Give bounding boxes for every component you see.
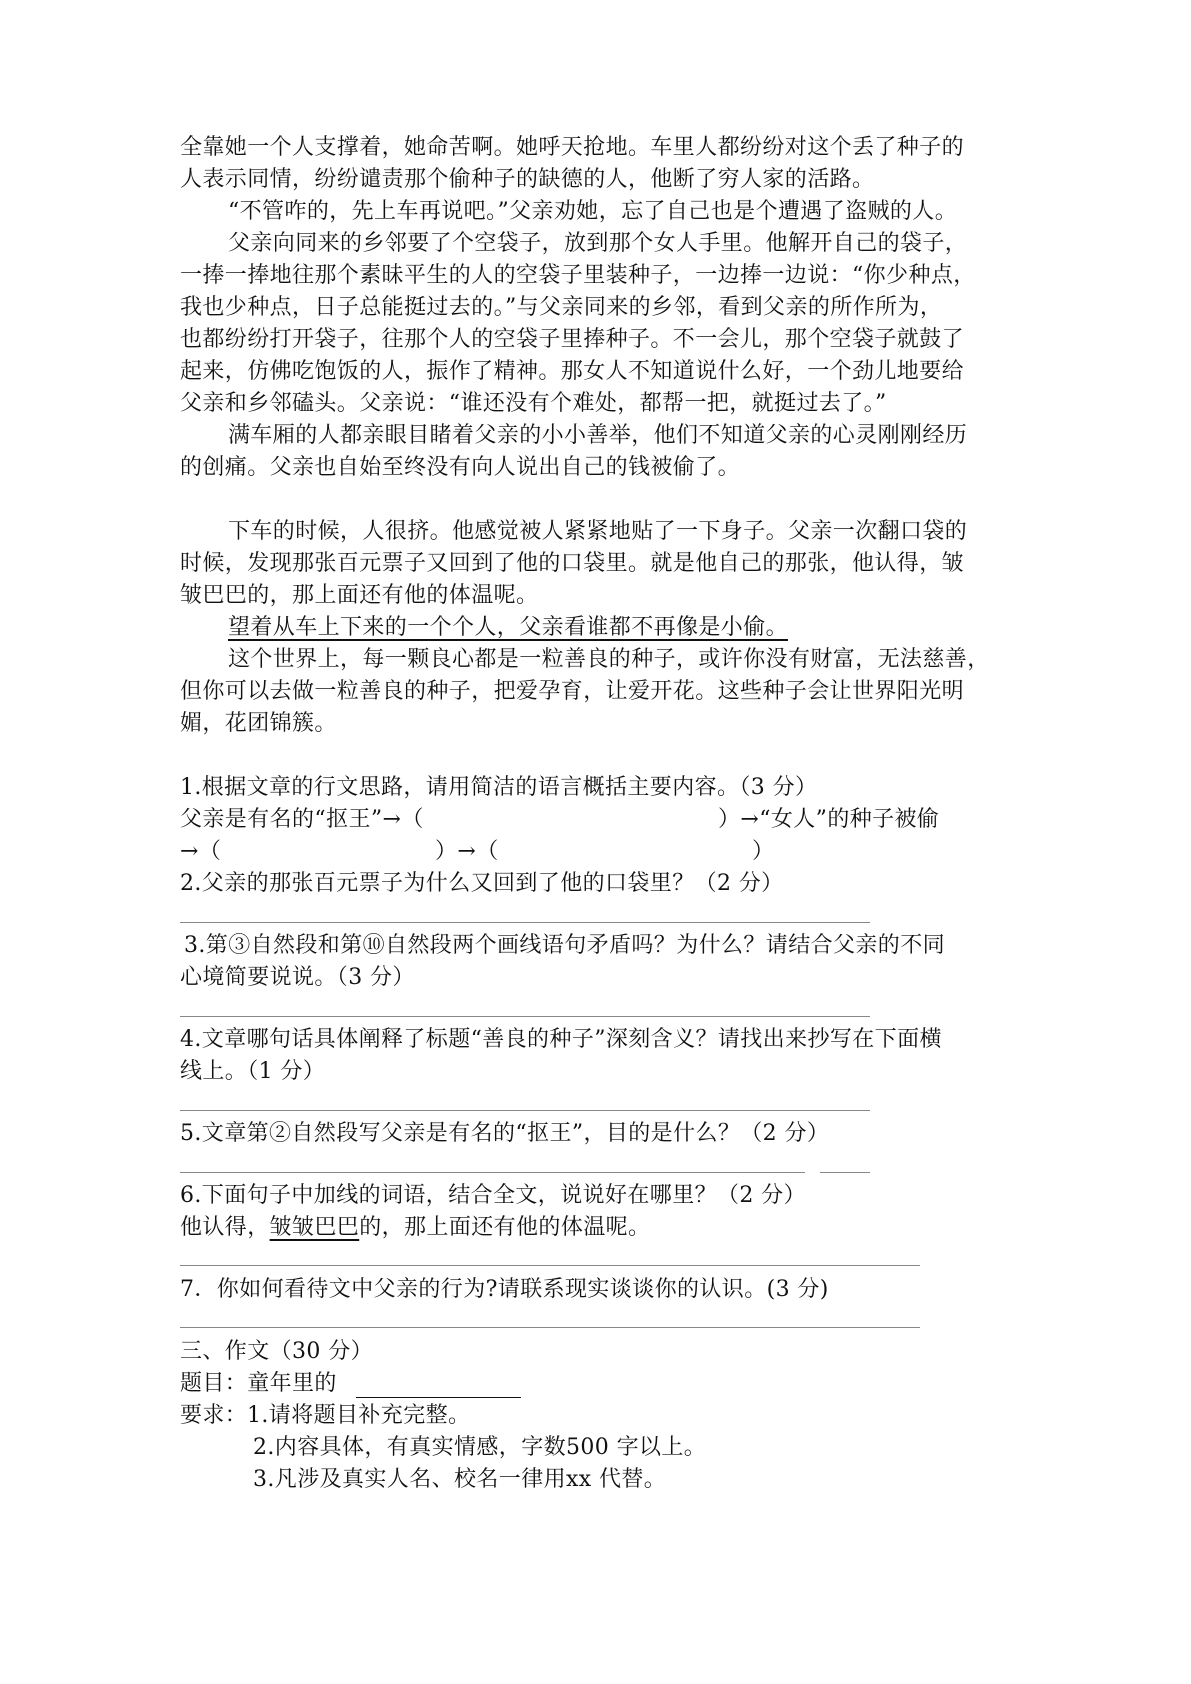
question-4-line2: 线上。（1 分）: [180, 1059, 326, 1084]
question-6-sentence-pre: 他认得，: [180, 1215, 270, 1240]
question-1-row2-b: ）→（: [435, 839, 499, 864]
passage-p6-underlined-sentence: [228, 613, 788, 643]
question-4-line1: 4.文章哪句话具体阐释了标题“善良的种子”深刻含义？请找出来抄写在下面横: [180, 1027, 942, 1052]
question-3-line2: 心境简要说说。（3 分）: [180, 965, 415, 990]
passage-p7-line2: 但你可以去做一粒善良的种子，把爱孕育，让爱开花。这些种子会让世界阳光明: [180, 679, 965, 704]
passage-p7-line1: 这个世界上，每一颗良心都是一粒善良的种子，或许你没有财富，无法慈善，: [228, 647, 990, 672]
question-1-row2-a: →（: [180, 839, 222, 864]
passage-p3-line2: 一捧一捧地往那个素昧平生的人的空袋子里装种子，一边捧一边说：“你少种点，: [180, 263, 976, 288]
passage-p7-line3: 媚，花团锦簇。: [180, 711, 337, 736]
question-7: 7．你如何看待文中父亲的行为?请联系现实谈谈你的认识。(3 分): [180, 1277, 829, 1302]
passage-p4-line1: 满车厢的人都亲眼目睹着父亲的小小善举，他们不知道父亲的心灵刚刚经历: [228, 423, 968, 448]
passage-p1-line2: 人表示同情，纷纷谴责那个偷种子的缺德的人，他断了穷人家的活路。: [180, 167, 875, 192]
question-5: 5.文章第②自然段写父亲是有名的“抠王”，目的是什么？（2 分）: [180, 1121, 830, 1146]
composition-heading: 三、作文（30 分）: [180, 1339, 373, 1364]
answer-line-q5[interactable]: [180, 1172, 805, 1173]
question-6-sentence-post: 的，那上面还有他的体温呢。: [359, 1215, 651, 1240]
answer-line-q2[interactable]: [180, 922, 870, 923]
question-6: 6.下面句子中加线的词语，结合全文，说说好在哪里？（2 分）: [180, 1183, 806, 1208]
passage-p5-line3: 皱巴巴的，那上面还有他的体温呢。: [180, 583, 539, 608]
answer-line-q4[interactable]: [180, 1110, 870, 1111]
passage-p3-line3: 我也少种点，日子总能挺过去的。”与父亲同来的乡邻，看到父亲的所作所为，: [180, 295, 943, 320]
question-6-sentence: [180, 1213, 650, 1243]
answer-line-q5-tail[interactable]: [820, 1172, 870, 1173]
composition-title-blank[interactable]: [356, 1397, 521, 1398]
passage-p5-line2: 时候，发现那张百元票子又回到了他的口袋里。就是他自己的那张，他认得，皱: [180, 551, 965, 576]
answer-line-q7[interactable]: [180, 1327, 920, 1328]
passage-p3-line5: 起来，仿佛吃饱饭的人，振作了精神。那女人不知道说什么好，一个劲儿地要给: [180, 359, 965, 384]
question-3-line1: 3.第③自然段和第⑩自然段两个画线语句矛盾吗？为什么？请结合父亲的不同: [184, 933, 945, 958]
question-1-row1-start: 父亲是有名的“抠王”→（: [180, 807, 424, 832]
passage-p5-line1: 下车的时候，人很挤。他感觉被人紧紧地贴了一下身子。父亲一次翻口袋的: [228, 519, 968, 544]
answer-line-q3[interactable]: [180, 1016, 870, 1017]
question-1: 1.根据文章的行文思路，请用简洁的语言概括主要内容。（3 分）: [180, 775, 818, 800]
question-2: 2.父亲的那张百元票子为什么又回到了他的口袋里？（2 分）: [180, 871, 784, 896]
passage-p3-line4: 也都纷纷打开袋子，往那个人的空袋子里捧种子。不一会儿，那个空袋子就鼓了: [180, 327, 965, 352]
composition-requirement-2: 2.内容具体，有真实情感，字数500 字以上。: [253, 1435, 707, 1460]
composition-title: 题目：童年里的: [180, 1371, 337, 1396]
question-1-row1-end: ）→“女人”的种子被偷: [718, 807, 940, 832]
passage-p3-line1: 父亲向同来的乡邻要了个空袋子，放到那个女人手里。他解开自己的袋子，: [228, 231, 968, 256]
underlined-sentence: 望着从车上下来的一个个人，父亲看谁都不再像是小偷。: [228, 615, 789, 640]
passage-p1-line1: 全靠她一个人支撑着，她命苦啊。她呼天抢地。车里人都纷纷对这个丢了种子的: [180, 135, 965, 160]
passage-p4-line2: 的创痛。父亲也自始至终没有向人说出自己的钱被偷了。: [180, 455, 741, 480]
question-6-underlined-word: 皱皱巴巴: [269, 1215, 360, 1240]
passage-p3-line6: 父亲和乡邻磕头。父亲说：“谁还没有个难处，都帮一把，就挺过去了。”: [180, 391, 887, 416]
passage-p2-line1: “不管咋的，先上车再说吧。”父亲劝她，忘了自己也是个遭遇了盗贼的人。: [228, 199, 958, 224]
question-1-row2-c: ）: [752, 839, 775, 864]
composition-requirement-3: 3.凡涉及真实人名、校名一律用xx 代替。: [253, 1467, 667, 1492]
composition-requirement-label: 要求：: [180, 1403, 248, 1428]
answer-line-q6[interactable]: [180, 1265, 920, 1266]
composition-requirement-1: 1.请将题目补充完整。: [247, 1403, 471, 1428]
